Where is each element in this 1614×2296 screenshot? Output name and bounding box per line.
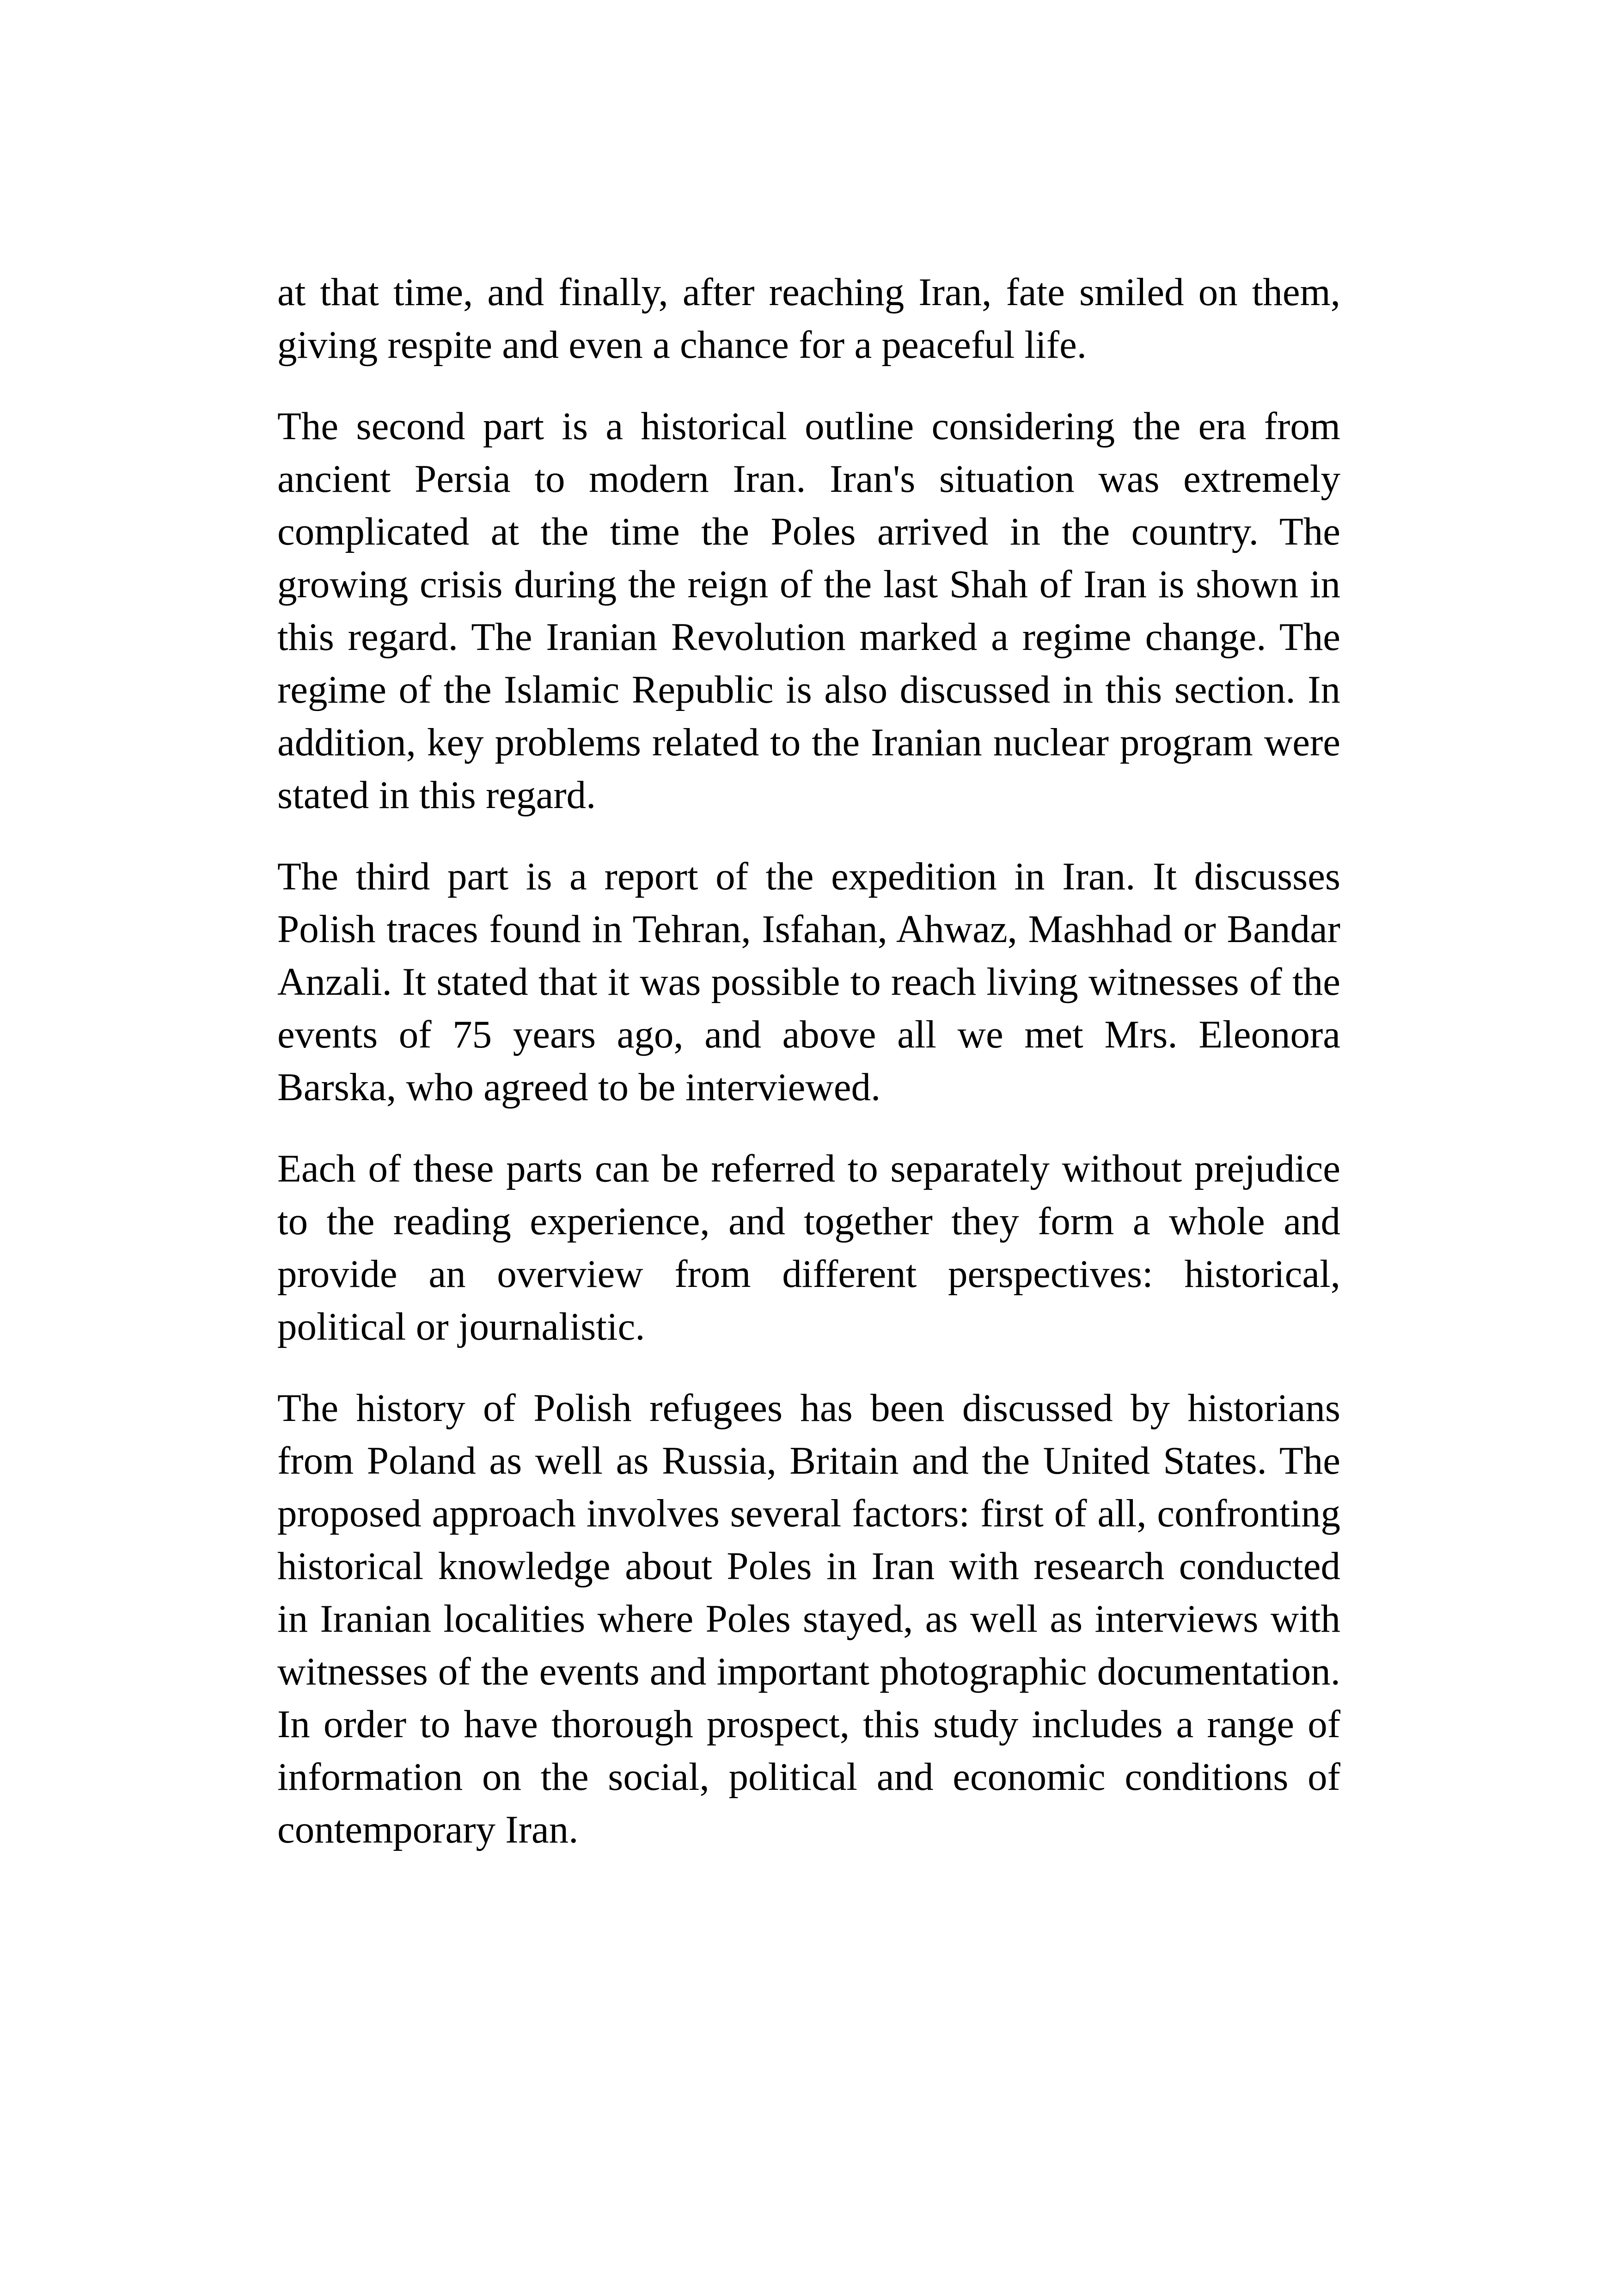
- paragraph-continuation: at that time, and finally, after reaching Iran, fate smiled on them, giving respite and even a chance for a peaceful life.: [277, 270, 1340, 367]
- paragraph-history-approach: The history of Polish refugees has been discussed by historians from Poland as well as Russia, Britain and the United States. The proposed approach involves several factors: first of all, confronting historical knowledge about Poles in Iran with research conducted in Iranian localities where Poles stayed, as well as interviews with witnesses of the events and important photographic documentation. In order to have thorough prospect, this study includes a range of information on the social, political and economic conditions of contemporary Iran.: [277, 1386, 1340, 1851]
- body-text: [277, 266, 1340, 1856]
- paragraph-parts-overview: Each of these parts can be referred to separately without prejudice to the reading experience, and together they form a whole and provide an overview from different perspectives: historical, political or journalistic.: [277, 1147, 1340, 1348]
- paragraph-second-part: The second part is a historical outline considering the era from ancient Persia to modern Iran. Iran's situation was extremely complicated at the time the Poles arrived in the country. The growing crisis during the reign of the last Shah of Iran is shown in this regard. The Iranian Revolution marked a regime change. The regime of the Islamic Republic is also discussed in this section. In addition, key problems related to the Iranian nuclear program were stated in this regard.: [277, 404, 1340, 817]
- paragraph-third-part: The third part is a report of the expedition in Iran. It discusses Polish traces found in Tehran, Isfahan, Ahwaz, Mashhad or Bandar Anzali. It stated that it was possible to reach living witnesses of the events of 75 years ago, and above all we met Mrs. Eleonora Barska, who agreed to be interviewed.: [277, 855, 1340, 1109]
